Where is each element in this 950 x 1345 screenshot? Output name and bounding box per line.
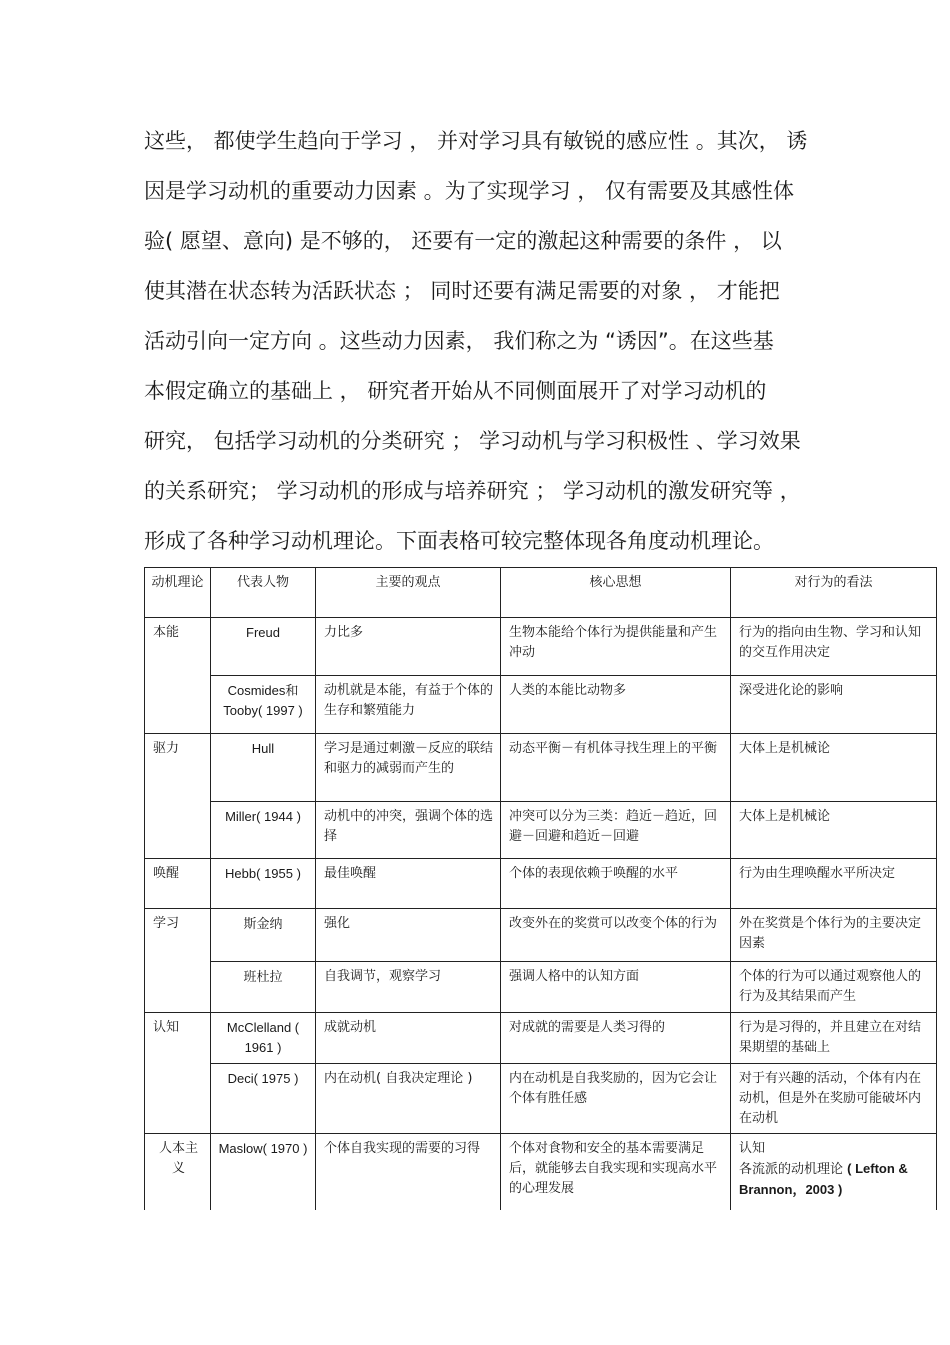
core-cell: 人类的本能比动物多: [501, 676, 731, 734]
core-cell: 个体对食物和安全的基本需要满足后，就能够去自我实现和实现高水平的心理发展: [501, 1134, 731, 1210]
behavior-cell: 深受进化论的影响: [731, 676, 937, 734]
category-cell: 人本主义: [145, 1134, 211, 1210]
person-cell: Cosmides和 Tooby( 1997 ): [211, 676, 316, 734]
view-cell: 最佳唤醒: [316, 859, 501, 909]
view-cell: 动机就是本能，有益于个体的生存和繁殖能力: [316, 676, 501, 734]
behavior-cell: [731, 1134, 937, 1210]
table-row: [145, 859, 937, 909]
paragraph-line: 验( 愿望、意向) 是不够的， 还要有一定的激起这种需要的条件 ， 以: [144, 229, 782, 253]
person-cell: McClelland ( 1961 ): [211, 1013, 316, 1064]
core-cell: 强调人格中的认知方面: [501, 962, 731, 1013]
person-cell: Freud: [211, 618, 316, 676]
category-cell: 唤醒: [145, 859, 211, 909]
behavior-cell: 行为的指向由生物、学习和认知的交互作用决定: [731, 618, 937, 676]
header-behavior: 对行为的看法: [731, 568, 937, 618]
person-cell: Miller( 1944 ): [211, 802, 316, 859]
paragraph-line: 因是学习动机的重要动力因素 。为了实现学习 ， 仅有需要及其感性体: [144, 179, 795, 203]
paragraph-line: 形成了各种学习动机理论。下面表格可较完整体现各角度动机理论。: [144, 529, 774, 553]
paragraph-line: 活动引向一定方向 。这些动力因素， 我们称之为 “诱因”。在这些基: [144, 329, 774, 353]
table-row: [145, 802, 937, 859]
header-person: 代表人物: [211, 568, 316, 618]
category-cell: 认知: [145, 1013, 211, 1134]
person-cell: Hull: [211, 734, 316, 802]
view-cell: 个体自我实现的需要的习得: [316, 1134, 501, 1210]
core-cell: 个体的表现依赖于唤醒的水平: [501, 859, 731, 909]
behavior-line: 认知: [739, 1141, 766, 1156]
behavior-cell: 个体的行为可以通过观察他人的行为及其结果而产生: [731, 962, 937, 1013]
person-cell: Deci( 1975 ): [211, 1064, 316, 1134]
header-view: 主要的观点: [316, 568, 501, 618]
view-cell: 力比多: [316, 618, 501, 676]
paragraph-line: 研究， 包括学习动机的分类研究 ； 学习动机与学习积极性 、学习效果: [144, 429, 801, 453]
view-cell: 内在动机( 自我决定理论 ): [316, 1064, 501, 1134]
core-cell: 冲突可以分为三类：趋近－趋近，回避－回避和趋近－回避: [501, 802, 731, 859]
behavior-text: 各流派的动机理论: [739, 1162, 844, 1177]
core-cell: 动态平衡－有机体寻找生理上的平衡: [501, 734, 731, 802]
table-row: [145, 909, 937, 962]
behavior-cell: 大体上是机械论: [731, 734, 937, 802]
view-cell: 学习是通过刺激－反应的联结和驱力的减弱而产生的: [316, 734, 501, 802]
behavior-cell: 行为是习得的，并且建立在对结果期望的基础上: [731, 1013, 937, 1064]
behavior-cell: 行为由生理唤醒水平所决定: [731, 859, 937, 909]
person-cell: 斯金纳: [211, 909, 316, 962]
paragraph-line: 本假定确立的基础上 ， 研究者开始从不同侧面展开了对学习动机的: [144, 379, 767, 403]
table-row: [145, 676, 937, 734]
paragraph-line: 使其潜在状态转为活跃状态 ； 同时还要有满足需要的对象 ， 才能把: [144, 279, 780, 303]
table-row: [145, 1013, 937, 1064]
behavior-line: [739, 1159, 930, 1201]
table-row: [145, 962, 937, 1013]
core-cell: 改变外在的奖赏可以改变个体的行为: [501, 909, 731, 962]
view-cell: 成就动机: [316, 1013, 501, 1064]
view-cell: 强化: [316, 909, 501, 962]
table-row: [145, 734, 937, 802]
person-cell: Maslow( 1970 ): [211, 1134, 316, 1210]
core-cell: 内在动机是自我奖励的，因为它会让个体有胜任感: [501, 1064, 731, 1134]
table-row: [145, 618, 937, 676]
core-cell: 对成就的需要是人类习得的: [501, 1013, 731, 1064]
table-row: [145, 1134, 937, 1210]
person-cell: Hebb( 1955 ): [211, 859, 316, 909]
behavior-cell: 对于有兴趣的活动，个体有内在动机，但是外在奖励可能破坏内在动机: [731, 1064, 937, 1134]
header-theory: 动机理论: [145, 568, 211, 618]
motivation-theory-table: [144, 567, 937, 1210]
table-row: [145, 1064, 937, 1134]
category-cell: 本能: [145, 618, 211, 734]
behavior-cell: 外在奖赏是个体行为的主要决定因素: [731, 909, 937, 962]
table-header-row: [145, 568, 937, 618]
behavior-cell: 大体上是机械论: [731, 802, 937, 859]
core-cell: 生物本能给个体行为提供能量和产生冲动: [501, 618, 731, 676]
header-core: 核心思想: [501, 568, 731, 618]
paragraph-line: 的关系研究； 学习动机的形成与培养研究 ； 学习动机的激发研究等 ，: [144, 479, 801, 503]
body-paragraph: [144, 116, 824, 566]
view-cell: 自我调节，观察学习: [316, 962, 501, 1013]
category-cell: 驱力: [145, 734, 211, 859]
category-cell: 学习: [145, 909, 211, 1013]
person-cell: 班杜拉: [211, 962, 316, 1013]
citation: ( Lefton & Brannon，2003 ): [739, 1161, 908, 1197]
view-cell: 动机中的冲突，强调个体的选择: [316, 802, 501, 859]
paragraph-line: 这些， 都使学生趋向于学习 ， 并对学习具有敏锐的感应性 。其次， 诱: [144, 129, 808, 153]
